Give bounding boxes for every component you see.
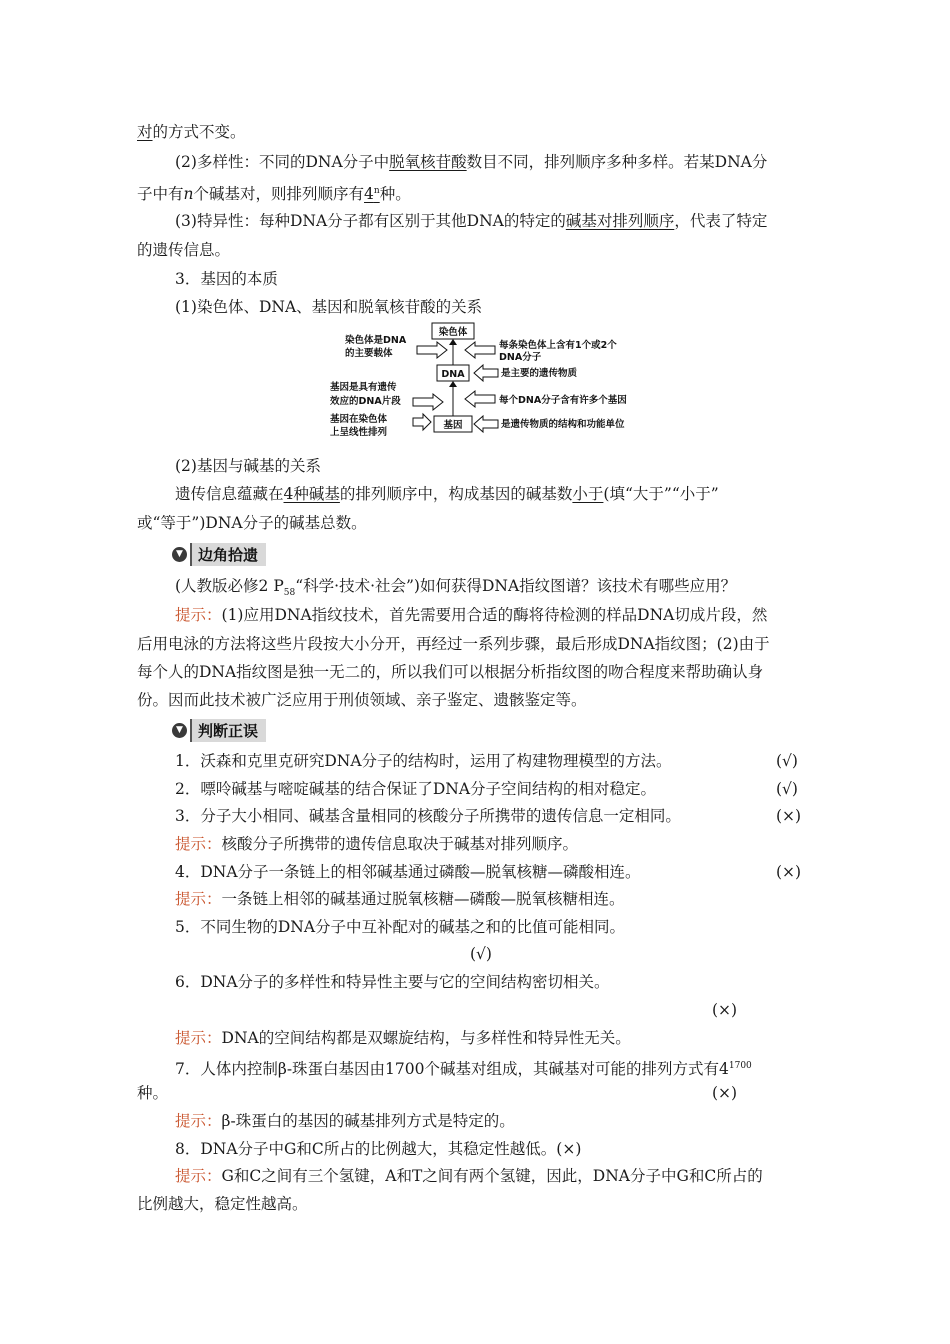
underlined-answer: 脱氧核苷酸 — [389, 153, 467, 171]
left-note-2a: 基因是具有遗传 — [330, 382, 397, 393]
hint-line: 提示：β-珠蛋白的基因的碱基排列方式是特定的。 — [175, 1112, 515, 1130]
section-tag-label: 边角拾遗 — [190, 543, 266, 566]
arrow-left-4 — [474, 416, 498, 432]
dna-label: DNA — [441, 369, 465, 380]
chevron-down-icon: ▼ — [172, 547, 187, 562]
chevron-down-icon: ▼ — [172, 723, 187, 738]
judge-item: 6．DNA分子的多样性和特异性主要与它的空间结构密切相关。 — [175, 973, 610, 991]
judge-mark: (×) — [776, 807, 802, 825]
left-note-1b: 的主要载体 — [345, 348, 393, 359]
section-tag-label: 判断正误 — [190, 719, 266, 742]
judge-item: 7．人体内控制β-珠蛋白基因由1700个碱基对组成，其碱基对可能的排列方式有$4^{1700}$ — [175, 1060, 752, 1079]
underlined-answer: 4种碱基 — [283, 485, 340, 503]
underlined-answer: 对 — [137, 123, 153, 141]
section-tag-biajiao — [172, 543, 266, 565]
arrow-left-2 — [474, 365, 498, 381]
hint-line: 份。因而此技术被广泛应用于刑侦领域、亲子鉴定、遗骸鉴定等。 — [137, 691, 587, 709]
hint-line: 提示：G和C之间有三个氢键，A和T之间有两个氢键，因此，DNA分子中G和C所占的 — [175, 1167, 763, 1185]
judge-mark: (√) — [776, 752, 798, 770]
hint-label: 提示： — [175, 1112, 222, 1130]
gene-label: 基因 — [443, 420, 463, 431]
arrow-left-3 — [465, 391, 495, 407]
hint-line: 提示：一条链上相邻的碱基通过脱氧核糖—磷酸—脱氧核糖相连。 — [175, 890, 625, 908]
underlined-answer: 4$^n$ — [364, 185, 380, 204]
section-tag-judge — [172, 719, 266, 741]
text-line: 遗传信息蕴藏在4种碱基的排列顺序中，构成基因的碱基数小于(填“大于”“小于” — [175, 485, 719, 503]
left-note-2b: 效应的DNA片段 — [330, 396, 401, 407]
hint-line: 提示：DNA的空间结构都是双螺旋结构，与多样性和特异性无关。 — [175, 1029, 631, 1047]
underlined-answer: 碱基对排列顺序 — [565, 212, 675, 230]
text-line: (3)特异性：每种DNA分子都有区别于其他DNA的特定的碱基对排列顺序，代表了特定 — [175, 212, 768, 230]
left-note-3b: 上呈线性排列 — [330, 427, 388, 438]
judge-mark: (√) — [776, 780, 798, 798]
hint-line: 后用电泳的方法将这些片段按大小分开，再经过一系列步骤，最后形成DNA指纹图；(2)由于 — [137, 635, 770, 653]
arrow-right-2 — [413, 394, 443, 410]
left-note-3a: 基因在染色体 — [330, 414, 388, 425]
hint-label: 提示： — [175, 1167, 222, 1185]
subsection-heading: (2)基因与碱基的关系 — [175, 457, 321, 475]
text-line: 子中有n个碱基对，则排列顺序有4$^n$种。 — [137, 185, 411, 204]
underlined-answer: 小于 — [572, 485, 604, 503]
hint-line: 提示：核酸分子所携带的遗传信息取决于碱基对排列顺序。 — [175, 835, 579, 853]
left-note-1a: 染色体是DNA — [345, 335, 407, 346]
judge-item: 4．DNA分子一条链上的相邻碱基通过磷酸—脱氧核糖—磷酸相连。 — [175, 863, 641, 881]
judge-item: 2．嘌呤碱基与嘧啶碱基的结合保证了DNA分子空间结构的相对稳定。 — [175, 780, 657, 798]
judge-item: 8．DNA分子中G和C所占的比例越大，其稳定性越低。(×) — [175, 1140, 582, 1158]
right-note-4: 是遗传物质的结构和功能单位 — [501, 419, 625, 430]
judge-mark: (×) — [776, 863, 802, 881]
judge-mark: (×) — [712, 1084, 738, 1102]
arrow-right-3 — [413, 414, 431, 430]
hint-line: 提示：(1)应用DNA指纹技术，首先需要用合适的酶将待检测的样品DNA切成片段，然 — [175, 606, 768, 624]
right-note-1b: DNA分子 — [499, 352, 542, 363]
hint-label: 提示： — [175, 1029, 222, 1047]
right-note-3: 每个DNA分子含有许多个基因 — [499, 395, 627, 406]
judge-mark: (×) — [712, 1001, 738, 1019]
right-note-1a: 每条染色体上含有1个或2个 — [499, 340, 617, 351]
judge-item: 1．沃森和克里克研究DNA分子的结构时，运用了构建物理模型的方法。 — [175, 752, 672, 770]
section-heading: 3．基因的本质 — [175, 270, 278, 288]
hint-label: 提示： — [175, 835, 222, 853]
gene-relationship-diagram — [325, 318, 670, 443]
judge-item: 5．不同生物的DNA分子中互补配对的碱基之和的比值可能相同。 — [175, 918, 626, 936]
hint-label: 提示： — [175, 890, 222, 908]
text-line: (2)多样性：不同的DNA分子中脱氧核苷酸数目不同，排列顺序多种多样。若某DNA分 — [175, 153, 768, 171]
hint-line: 比例越大，稳定性越高。 — [137, 1195, 308, 1213]
judge-mark: (√) — [470, 945, 492, 963]
arrow-right-1 — [417, 342, 447, 358]
hint-line: 每个人的DNA指纹图是独一无二的，所以我们可以根据分析指纹图的吻合程度来帮助确认身 — [137, 663, 764, 681]
judge-item: 种。 — [137, 1084, 169, 1102]
chromosome-label: 染色体 — [438, 327, 468, 338]
arrow-left-1 — [465, 342, 495, 358]
hint-label: 提示： — [175, 606, 222, 624]
subsection-heading: (1)染色体、DNA、基因和脱氧核苷酸的关系 — [175, 298, 483, 316]
text-line: 对的方式不变。 — [137, 123, 246, 141]
judge-item: 3．分子大小相同、碱基含量相同的核酸分子所携带的遗传信息一定相同。 — [175, 807, 681, 825]
text-line: 的遗传信息。 — [137, 241, 231, 259]
question-line: (人教版必修2 $P_{58}“$科学·技术·社会”)如何获得DNA指纹图谱？该技术有哪些应用？ — [175, 577, 737, 599]
right-note-2: 是主要的遗传物质 — [501, 368, 578, 379]
text-line: 或“等于”)DNA分子的碱基总数。 — [137, 514, 367, 532]
